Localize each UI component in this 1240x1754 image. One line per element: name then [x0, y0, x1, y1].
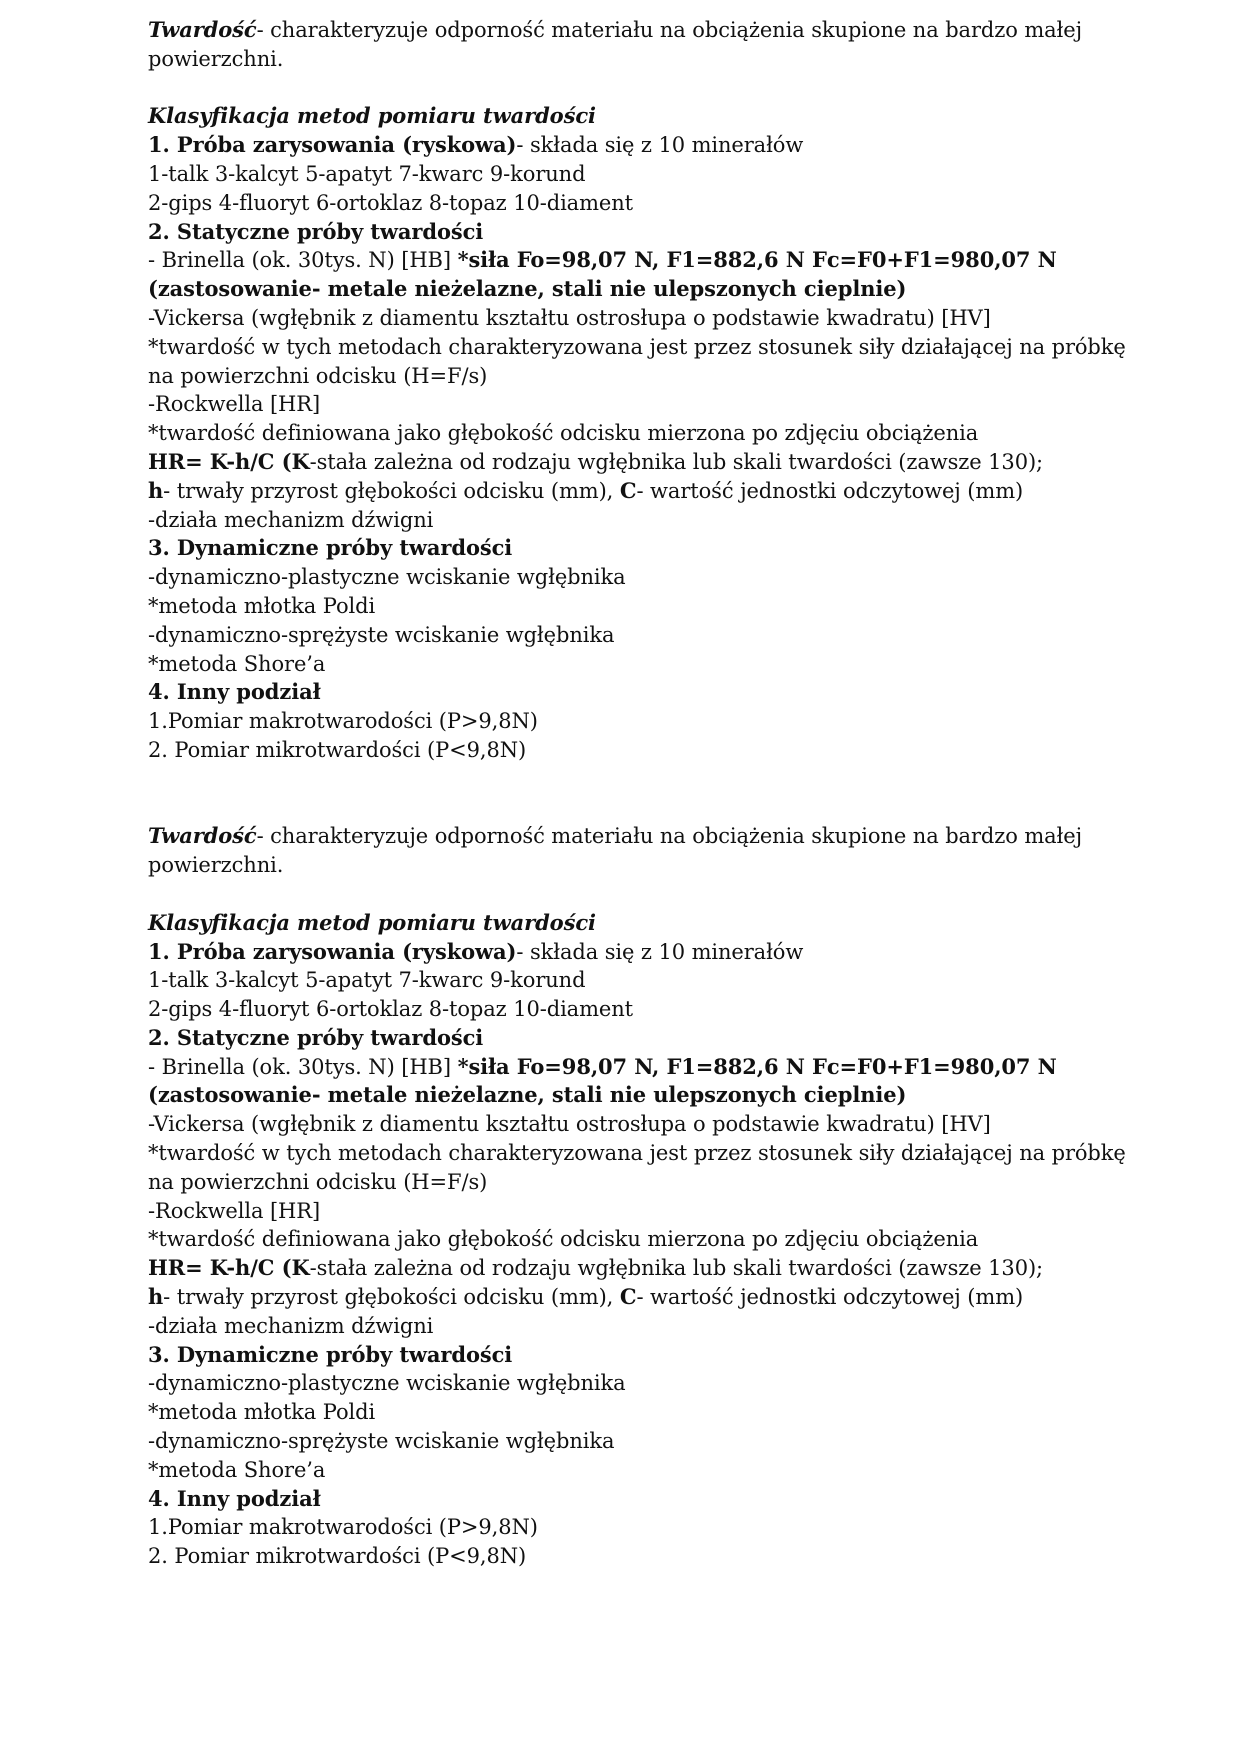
formula-c: C [619, 1284, 637, 1310]
brinell-text: - Brinella (ok. 30tys. N) [HB] [148, 248, 458, 273]
intro-line-2: powierzchni. [148, 46, 284, 71]
formula: HR= K-h/C ( [148, 1255, 292, 1281]
shore-method: *metoda Shore’a [148, 651, 326, 676]
rockwell-note: *twardość definiowana jako głębokość odcisku mierzona po zdjęciu obciążenia [148, 421, 979, 446]
micro-hardness-item: 2. Pomiar mikrotwardości (P<9,8N) [148, 1544, 527, 1569]
rockwell-note: *twardość definiowana jako głębokość odcisku mierzona po zdjęciu obciążenia [148, 1227, 979, 1252]
document-page [148, 16, 1148, 1571]
dynamic-tests-heading: 3. Dynamiczne próby twardości [148, 535, 513, 561]
formula-vars-line [148, 477, 1148, 506]
vickers-note-1: *twardość w tych metodach charakteryzowana jest przez stosunek siły działającej na próbkę [148, 1141, 1126, 1166]
other-division-heading: 4. Inny podział [148, 1485, 321, 1511]
dynamic-plastic: -dynamiczno-plastyczne wciskanie wgłębnika [148, 565, 626, 590]
brinell-forces: *siła Fo=98,07 N, F1=882,6 N Fc=F0+F1=980,07 N [457, 247, 1057, 273]
classification-heading: Klasyfikacja metod pomiaru twardości [148, 909, 596, 935]
scratch-test-heading: 1. Próba zarysowania (ryskowa) [148, 938, 517, 964]
spacer [148, 880, 1148, 909]
formula-k-desc: -stała zależna od rodzaju wgłębnika lub skali twardości (zawsze 130); [309, 449, 1044, 474]
intro-line [148, 16, 1148, 45]
poldi-method: *metoda młotka Poldi [148, 1400, 376, 1425]
macro-hardness-item: 1.Pomiar makrotwarodości (P>9,8N) [148, 709, 538, 734]
formula-k: K [291, 448, 310, 474]
micro-hardness-item: 2. Pomiar mikrotwardości (P<9,8N) [148, 737, 527, 762]
vickers-note-2: na powierzchni odcisku (H=F/s) [148, 1169, 488, 1194]
formula-h-desc: - trwały przyrost głębokości odcisku (mm), [163, 478, 620, 503]
vickers-line: -Vickersa (wgłębnik z diamentu kształtu ostrosłupa o podstawie kwadratu) [HV] [148, 305, 991, 330]
intro-line [148, 822, 1148, 851]
formula-h: h [148, 477, 164, 503]
dynamic-elastic: -dynamiczno-sprężyste wciskanie wgłębnika [148, 622, 615, 647]
shore-method: *metoda Shore’a [148, 1457, 326, 1482]
dynamic-plastic: -dynamiczno-plastyczne wciskanie wgłębnika [148, 1371, 626, 1396]
formula: HR= K-h/C ( [148, 448, 292, 474]
intro-line-2: powierzchni. [148, 853, 284, 878]
minerals-even: 2-gips 4-fluoryt 6-ortoklaz 8-topaz 10-diament [148, 997, 634, 1022]
spacer [148, 74, 1148, 103]
vickers-line: -Vickersa (wgłębnik z diamentu kształtu ostrosłupa o podstawie kwadratu) [HV] [148, 1112, 991, 1137]
rockwell-line: -Rockwella [HR] [148, 1198, 321, 1223]
scratch-test-line [148, 938, 1148, 967]
static-tests-heading: 2. Statyczne próby twardości [148, 218, 484, 244]
section-spacer [148, 765, 1148, 823]
formula-c-desc: - wartość jednostki odczytowej (mm) [636, 1285, 1024, 1310]
intro-text: - charakteryzuje odporność materiału na obciążenia skupione na bardzo małej [256, 824, 1083, 849]
macro-hardness-item: 1.Pomiar makrotwarodości (P>9,8N) [148, 1515, 538, 1540]
other-division-heading: 4. Inny podział [148, 679, 321, 705]
intro-text: - charakteryzuje odporność materiału na obciążenia skupione na bardzo małej [256, 18, 1083, 42]
formula-c: C [619, 477, 637, 503]
scratch-test-heading: 1. Próba zarysowania (ryskowa) [148, 132, 517, 158]
intro-term: Twardość [148, 17, 257, 42]
lever-line: -działa mechanizm dźwigni [148, 507, 434, 532]
formula-h-desc: - trwały przyrost głębokości odcisku (mm), [163, 1285, 620, 1310]
minerals-odd: 1-talk 3-kalcyt 5-apatyt 7-kwarc 9-korund [148, 968, 586, 993]
brinell-application: (zastosowanie- metale nieżelazne, stali nie ulepszonych cieplnie) [148, 1082, 907, 1108]
poldi-method: *metoda młotka Poldi [148, 593, 376, 618]
vickers-note-2: na powierzchni odcisku (H=F/s) [148, 363, 488, 388]
formula-line [148, 1254, 1148, 1283]
brinell-line [148, 1053, 1148, 1082]
formula-c-desc: - wartość jednostki odczytowej (mm) [636, 478, 1024, 503]
formula-h: h [148, 1284, 164, 1310]
formula-k-desc: -stała zależna od rodzaju wgłębnika lub skali twardości (zawsze 130); [309, 1256, 1044, 1281]
brinell-forces: *siła Fo=98,07 N, F1=882,6 N Fc=F0+F1=980,07 N [457, 1053, 1057, 1079]
formula-vars-line [148, 1283, 1148, 1312]
intro-term: Twardość [148, 823, 257, 849]
scratch-test-line [148, 131, 1148, 160]
hardness-section [148, 822, 1148, 1571]
minerals-odd: 1-talk 3-kalcyt 5-apatyt 7-kwarc 9-korund [148, 161, 586, 186]
rockwell-line: -Rockwella [HR] [148, 392, 321, 417]
dynamic-tests-heading: 3. Dynamiczne próby twardości [148, 1341, 513, 1367]
classification-heading: Klasyfikacja metod pomiaru twardości [148, 103, 596, 129]
lever-line: -działa mechanizm dźwigni [148, 1313, 434, 1338]
brinell-application: (zastosowanie- metale nieżelazne, stali nie ulepszonych cieplnie) [148, 276, 907, 302]
hardness-section [148, 16, 1148, 765]
document-body [148, 16, 1148, 1571]
scratch-test-text: - składa się z 10 minerałów [516, 939, 804, 964]
vickers-note-1: *twardość w tych metodach charakteryzowana jest przez stosunek siły działającej na próbkę [148, 334, 1126, 359]
brinell-line [148, 246, 1148, 275]
brinell-text: - Brinella (ok. 30tys. N) [HB] [148, 1054, 458, 1079]
formula-k: K [291, 1255, 310, 1281]
formula-line [148, 448, 1148, 477]
scratch-test-text: - składa się z 10 minerałów [516, 133, 804, 158]
dynamic-elastic: -dynamiczno-sprężyste wciskanie wgłębnika [148, 1429, 615, 1454]
minerals-even: 2-gips 4-fluoryt 6-ortoklaz 8-topaz 10-diament [148, 190, 634, 215]
static-tests-heading: 2. Statyczne próby twardości [148, 1024, 484, 1050]
